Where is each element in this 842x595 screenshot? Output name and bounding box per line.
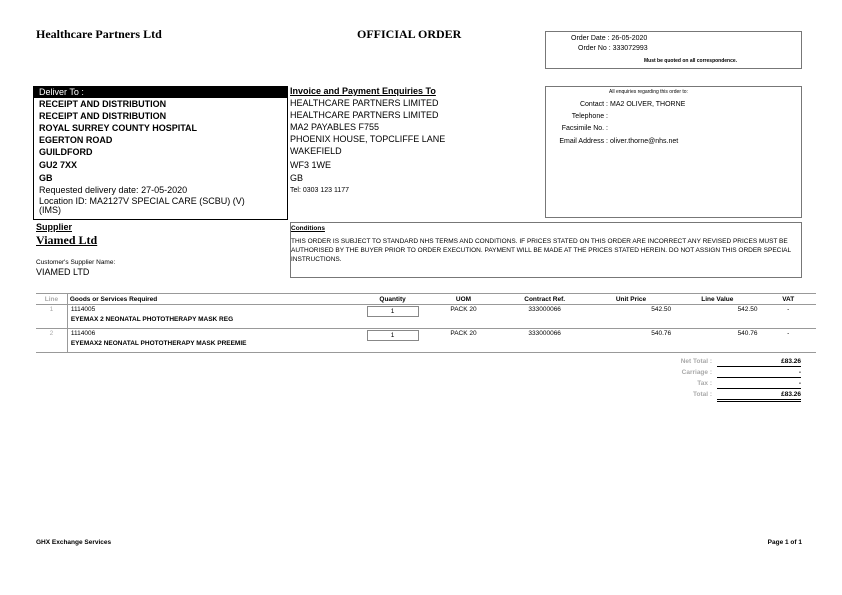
total-label: Total : (692, 391, 712, 398)
row-code: 1114006 (70, 330, 96, 337)
conditions-heading: Conditions (291, 225, 325, 232)
row-description: EYEMAX2 NEONATAL PHOTOTHERAPY MASK PREEMIE (70, 340, 247, 347)
row-unit-price: 540.76 (588, 329, 674, 353)
invoice-country: GB (290, 173, 304, 183)
row-goods (67, 329, 359, 353)
email-label: Email Address : (559, 138, 608, 145)
location-id: Location ID: MA2127V SPECIAL CARE (SCBU) (V) (39, 196, 245, 206)
deliver-line: ROYAL SURREY COUNTY HOSPITAL (39, 123, 198, 133)
col-contract: Contract Ref. (502, 294, 588, 305)
email-value: oliver.thorne@nhs.net (610, 138, 679, 145)
row-uom: PACK 20 (425, 329, 501, 353)
row-contract: 333000066 (502, 305, 588, 329)
enquiries-block (545, 86, 802, 218)
net-total-value: £83.26 (717, 358, 801, 367)
deliver-to-block (33, 86, 288, 220)
order-date: Order Date : 26-05-2020 (571, 35, 648, 42)
tax-value: - (717, 380, 801, 389)
row-quantity: 1 (367, 330, 419, 341)
row-quantity: 1 (367, 306, 419, 317)
col-quantity: Quantity (360, 294, 426, 305)
order-info-box (545, 31, 802, 69)
invoice-tel: Tel: 0303 123 1177 (290, 187, 350, 194)
enquiries-heading: All enquiries regarding this order to: (609, 89, 688, 95)
net-total-label: Net Total : (680, 358, 712, 365)
invoice-block (290, 86, 544, 198)
row-description: EYEMAX 2 NEONATAL PHOTOTHERAPY MASK REG (70, 316, 234, 323)
customer-supplier-name: VIAMED LTD (36, 267, 90, 277)
footer-left: GHX Exchange Services (36, 539, 112, 546)
document-title: OFFICIAL ORDER (357, 27, 462, 41)
col-vat: VAT (760, 294, 816, 305)
requested-delivery-date: Requested delivery date: 27-05-2020 (39, 185, 188, 195)
row-quantity-cell (360, 329, 426, 353)
invoice-line: HEALTHCARE PARTNERS LIMITED (290, 110, 439, 120)
total-value: £83.26 (717, 391, 801, 402)
row-unit-price: 542.50 (588, 305, 674, 329)
row-quantity-cell (360, 305, 426, 329)
page-number: Page 1 of 1 (767, 539, 802, 546)
order-number: Order No : 333072993 (578, 45, 648, 52)
row-line-value: 542.50 (674, 305, 760, 329)
row-vat: - (760, 329, 816, 353)
customer-supplier-label: Customer's Supplier Name: (36, 259, 116, 266)
invoice-postcode: WF3 1WE (290, 160, 332, 170)
location-id-cont: (IMS) (39, 205, 61, 215)
supplier-name: Viamed Ltd (36, 233, 98, 247)
deliver-line: RECEIPT AND DISTRIBUTION (39, 99, 167, 109)
invoice-line: HEALTHCARE PARTNERS LIMITED (290, 98, 439, 108)
conditions-block (290, 222, 802, 278)
conditions-text: THIS ORDER IS SUBJECT TO STANDARD NHS TERMS AND CONDITIONS. IF PRICES STATED ON THIS ORDER ARE INCORRECT ANY REVISED PRICES MUST BE AUTHORISED BY THE BUYER PRIOR TO ORDER EXECUTION. PAYMENT WILL BE MADE AT THE PRICES STATED HEREIN. DO NOT ASSIGN THIS ORDER SPECIAL INSTRUCTIONS. (291, 238, 791, 263)
invoice-heading: Invoice and Payment Enquiries To (290, 86, 436, 96)
col-uom: UOM (425, 294, 501, 305)
contact-label: Contact : (579, 101, 608, 108)
col-line-value: Line Value (674, 294, 760, 305)
table-header-row (36, 294, 816, 305)
contact-value: MA2 OLIVER, THORNE (610, 101, 686, 108)
row-uom: PACK 20 (425, 305, 501, 329)
invoice-line: MA2 PAYABLES F755 (290, 122, 380, 132)
order-note: Must be quoted on all correspondence. (644, 58, 738, 64)
row-vat: - (760, 305, 816, 329)
supplier-heading: Supplier (36, 222, 73, 232)
carriage-label: Carriage : (681, 369, 712, 376)
deliver-postcode: GU2 7XX (39, 160, 78, 170)
row-line: 2 (36, 329, 67, 353)
table-row (36, 305, 816, 329)
fax-label: Facsimile No. : (561, 125, 608, 132)
deliver-line: GUILDFORD (39, 147, 93, 157)
order-items-table (36, 293, 816, 353)
row-code: 1114005 (70, 306, 96, 313)
carriage-value: - (717, 369, 801, 378)
row-line-value: 540.76 (674, 329, 760, 353)
deliver-to-heading: Deliver To : (34, 87, 287, 98)
supplier-block (36, 222, 286, 277)
col-unit-price: Unit Price (588, 294, 674, 305)
company-name: Healthcare Partners Ltd (36, 27, 162, 41)
telephone-label: Telephone : (571, 113, 608, 120)
col-line: Line (36, 294, 67, 305)
col-goods: Goods or Services Required (67, 294, 359, 305)
table-row (36, 329, 816, 353)
deliver-line: RECEIPT AND DISTRIBUTION (39, 111, 167, 121)
invoice-line: PHOENIX HOUSE, TOPCLIFFE LANE (290, 134, 446, 144)
row-goods (67, 305, 359, 329)
row-contract: 333000066 (502, 329, 588, 353)
invoice-line: WAKEFIELD (290, 146, 342, 156)
tax-label: Tax : (697, 380, 712, 387)
row-line: 1 (36, 305, 67, 329)
deliver-line: EGERTON ROAD (39, 135, 113, 145)
deliver-country: GB (39, 173, 53, 183)
